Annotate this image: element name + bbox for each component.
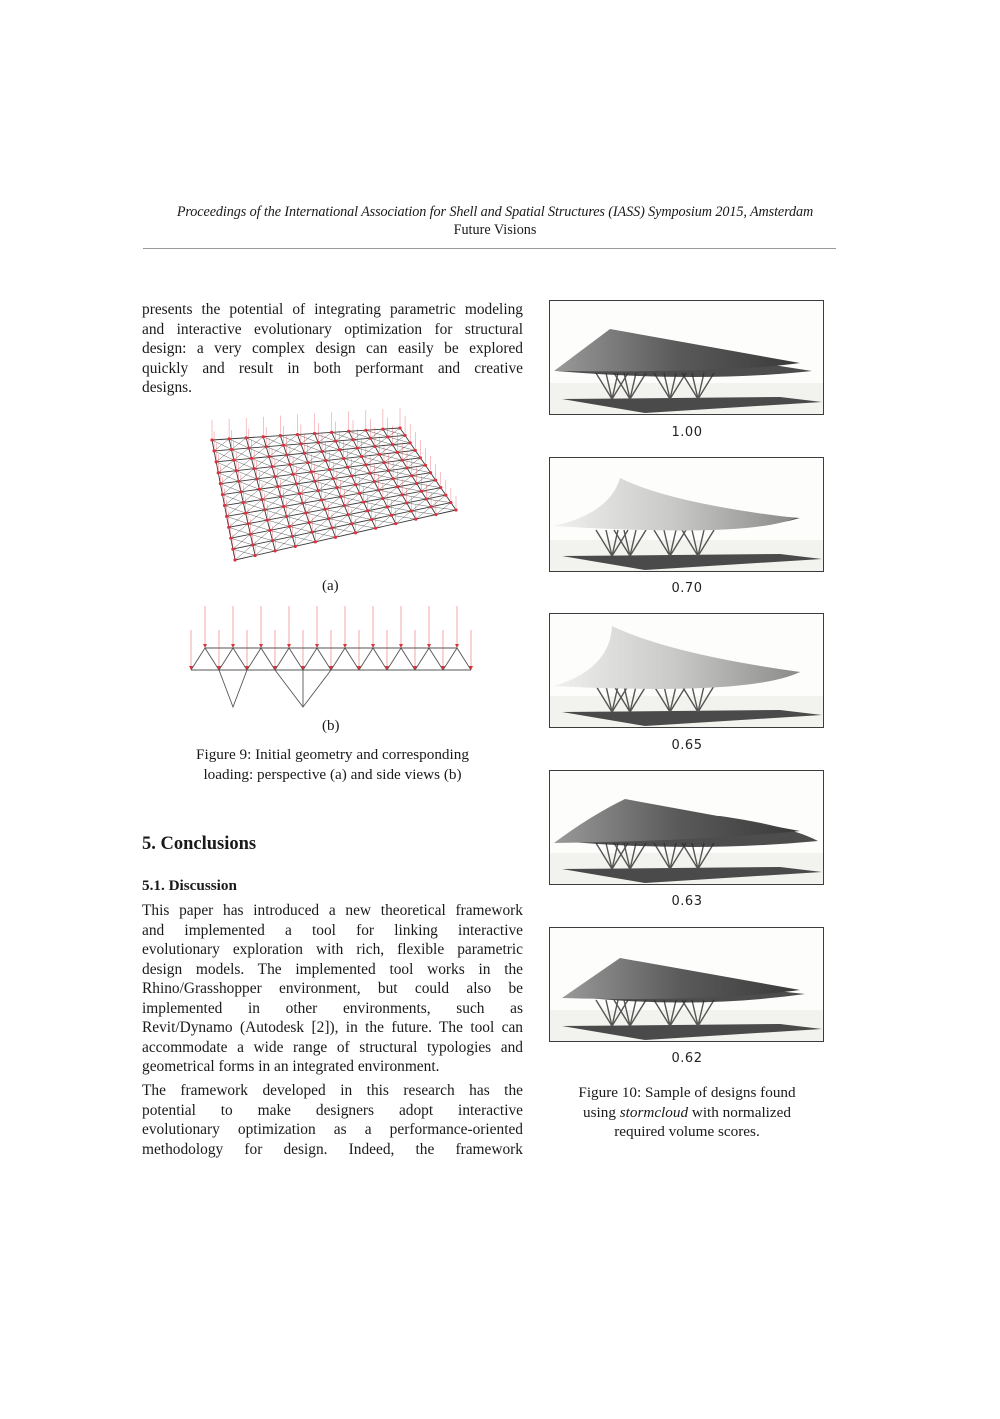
text-line: methodology for design. Indeed, the framework	[142, 1140, 523, 1158]
load-node	[253, 554, 256, 557]
load-node	[250, 457, 253, 460]
load-node	[227, 526, 230, 529]
load-node	[370, 518, 373, 521]
load-node	[320, 450, 323, 453]
load-arrowhead	[343, 644, 347, 648]
load-node	[291, 473, 294, 476]
load-node	[429, 505, 432, 508]
figure9-caption	[142, 745, 523, 784]
load-node	[324, 459, 327, 462]
load-node	[381, 497, 384, 500]
intro-paragraph	[142, 300, 523, 398]
text-line: evolutionary optimization as a performance-oriented	[142, 1121, 523, 1138]
truss-member	[216, 443, 410, 462]
load-node	[245, 436, 248, 439]
text-line: quickly and result in both performant and creative	[142, 359, 523, 377]
load-node	[288, 463, 291, 466]
load-node	[410, 509, 413, 512]
truss-diagonal	[269, 445, 283, 456]
load-node	[373, 480, 376, 483]
canopy-render	[550, 301, 823, 414]
truss-member	[280, 436, 315, 542]
load-node	[398, 426, 401, 429]
load-node	[246, 522, 249, 525]
load-node	[274, 549, 277, 552]
subsection-heading: 5.1. Discussion	[142, 877, 237, 894]
load-node	[346, 466, 349, 469]
text-line: geometrical forms in an integrated environment.	[142, 1058, 440, 1075]
load-node	[346, 513, 349, 516]
load-node	[227, 437, 230, 440]
header-subtitle: Future Visions	[453, 222, 537, 238]
load-node	[405, 501, 408, 504]
load-node	[215, 460, 218, 463]
truss-member	[212, 440, 235, 560]
load-node	[356, 446, 359, 449]
load-node	[249, 533, 252, 536]
truss-web	[247, 648, 275, 670]
load-node	[401, 459, 404, 462]
load-node	[235, 469, 238, 472]
load-node	[294, 545, 297, 548]
load-node	[268, 529, 271, 532]
load-node	[366, 509, 369, 512]
load-node	[449, 501, 452, 504]
truss-member	[231, 495, 446, 538]
design-score: 0.70	[671, 581, 703, 596]
truss-diagonal	[370, 429, 383, 438]
load-node	[262, 435, 265, 438]
load-node	[221, 493, 224, 496]
load-node	[233, 558, 236, 561]
tool-name: stormcloud	[619, 1103, 689, 1121]
load-node	[313, 432, 316, 435]
load-node	[267, 455, 270, 458]
load-node	[334, 536, 337, 539]
caption-line: Figure 10: Sample of designs found	[578, 1084, 796, 1101]
truss-diagonal	[287, 444, 301, 455]
load-node	[444, 493, 447, 496]
load-node	[439, 486, 442, 489]
truss-web	[219, 648, 247, 670]
caption-text: using	[583, 1103, 620, 1121]
load-node	[401, 493, 404, 496]
load-node	[282, 505, 285, 508]
load-node	[231, 547, 234, 550]
load-node	[263, 508, 266, 511]
load-node	[255, 477, 258, 480]
discussion-paragraph-1	[142, 901, 523, 1077]
load-node	[347, 430, 350, 433]
load-node	[396, 451, 399, 454]
running-header	[140, 204, 850, 239]
load-node	[351, 438, 354, 441]
support-column	[219, 670, 247, 707]
load-node	[223, 504, 226, 507]
canopy-surface	[554, 626, 800, 689]
load-node	[405, 466, 408, 469]
truss-web	[331, 648, 359, 670]
load-node	[282, 444, 285, 447]
design-render-panel	[549, 613, 824, 728]
section-heading: 5. Conclusions	[142, 834, 257, 854]
load-node	[266, 518, 269, 521]
truss-diagonal	[318, 432, 331, 442]
load-node	[232, 458, 235, 461]
load-node	[362, 500, 365, 503]
caption-text: with normalized	[688, 1103, 791, 1121]
load-node	[314, 540, 317, 543]
canopy-surface	[554, 329, 800, 371]
truss-web	[191, 648, 219, 670]
load-arrowhead	[259, 644, 263, 648]
load-node	[260, 498, 263, 501]
text-line: potential to make designers adopt interactive	[142, 1101, 523, 1119]
design-render-panel	[549, 457, 824, 572]
discussion-paragraph-2	[142, 1081, 523, 1159]
load-node	[303, 452, 306, 455]
truss-diagonal	[251, 447, 266, 459]
load-node	[454, 508, 457, 511]
load-node	[391, 477, 394, 480]
load-node	[311, 531, 314, 534]
load-node	[364, 463, 367, 466]
load-node	[298, 492, 301, 495]
load-node	[330, 431, 333, 434]
load-node	[304, 511, 307, 514]
truss-web	[303, 648, 331, 670]
header-title: Proceedings of the International Association for Shell and Spatial Structures (IASS) Symposium 2015, Amsterdam	[176, 204, 814, 220]
load-arrowhead	[287, 644, 291, 648]
canopy-render	[550, 458, 823, 571]
load-node	[414, 449, 417, 452]
truss-diagonal	[388, 428, 400, 437]
load-arrowhead	[399, 644, 403, 648]
load-node	[276, 485, 279, 488]
load-arrowhead	[427, 644, 431, 648]
truss-web	[415, 648, 443, 670]
load-node	[332, 477, 335, 480]
load-node	[386, 505, 389, 508]
load-node	[225, 515, 228, 518]
load-node	[350, 522, 353, 525]
load-node	[403, 434, 406, 437]
truss-diagonal	[336, 431, 349, 441]
side-truss	[189, 606, 473, 707]
design-score: 0.65	[671, 738, 703, 753]
load-node	[210, 438, 213, 441]
load-node	[310, 470, 313, 473]
load-node	[330, 526, 333, 529]
load-node	[420, 490, 423, 493]
load-node	[360, 455, 363, 458]
header-rule	[143, 248, 836, 249]
load-node	[369, 437, 372, 440]
load-node	[354, 483, 357, 486]
truss-member	[235, 510, 456, 560]
load-node	[434, 513, 437, 516]
load-node	[387, 469, 390, 472]
truss-web	[359, 648, 387, 670]
load-node	[299, 442, 302, 445]
truss-grid	[210, 408, 457, 562]
load-node	[374, 527, 377, 530]
caption-line: required volume scores.	[614, 1123, 760, 1140]
load-node	[258, 488, 261, 491]
design-render-panel	[549, 927, 824, 1042]
load-node	[317, 489, 320, 492]
text-line: accommodate a wide range of structural typologies and	[142, 1038, 523, 1056]
load-node	[415, 482, 418, 485]
truss-diagonal	[249, 437, 263, 448]
load-node	[307, 521, 310, 524]
truss-diagonal	[353, 430, 366, 439]
truss-diagonal	[266, 436, 280, 447]
load-node	[271, 539, 274, 542]
load-node	[386, 435, 389, 438]
load-node	[288, 525, 291, 528]
canopy-render	[550, 928, 823, 1041]
text-line: designs.	[142, 379, 193, 396]
truss-web	[443, 648, 471, 670]
load-node	[378, 453, 381, 456]
load-node	[301, 502, 304, 505]
load-node	[285, 453, 288, 456]
canopy-render	[550, 614, 823, 727]
load-node	[358, 492, 361, 495]
design-render-panel	[549, 770, 824, 885]
load-node	[313, 480, 316, 483]
load-node	[229, 537, 232, 540]
load-node	[217, 471, 220, 474]
load-node	[382, 461, 385, 464]
load-node	[342, 457, 345, 460]
load-node	[390, 514, 393, 517]
canopy-surface	[562, 958, 800, 999]
load-node	[291, 535, 294, 538]
load-node	[296, 433, 299, 436]
truss-diagonal	[284, 435, 298, 446]
text-line: and implemented a tool for linking interactive	[142, 921, 523, 939]
load-node	[320, 498, 323, 501]
load-arrowhead	[203, 644, 207, 648]
load-node	[247, 446, 250, 449]
load-node	[419, 456, 422, 459]
truss-member	[225, 473, 431, 506]
load-node	[265, 445, 268, 448]
load-node	[279, 495, 282, 498]
load-node	[252, 467, 255, 470]
load-node	[237, 480, 240, 483]
load-node	[434, 479, 437, 482]
load-node	[251, 543, 254, 546]
design-score: 0.62	[671, 1051, 703, 1066]
design-score: 1.00	[671, 425, 703, 440]
design-score: 0.63	[671, 894, 703, 909]
caption-line: loading: perspective (a) and side views (b)	[203, 765, 462, 783]
canopy-surface	[554, 478, 795, 531]
load-node	[338, 448, 341, 451]
load-node	[270, 465, 273, 468]
load-node	[306, 461, 309, 464]
truss-web	[275, 648, 303, 670]
load-node	[244, 511, 247, 514]
design-render-panel	[549, 300, 824, 415]
text-line: Revit/Dynamo (Autodesk [2]), in the future. The tool can	[142, 1019, 523, 1036]
load-node	[391, 443, 394, 446]
truss-diagonal	[304, 442, 318, 453]
load-node	[328, 468, 331, 471]
load-node	[354, 531, 357, 534]
text-line: design models. The implemented tool works in the	[142, 960, 523, 978]
load-node	[373, 445, 376, 448]
text-line: Rhino/Grasshopper environment, but could also be	[142, 980, 523, 997]
load-node	[414, 517, 417, 520]
load-node	[334, 439, 337, 442]
text-line: and interactive evolutionary optimization for structural	[142, 320, 523, 338]
load-node	[219, 482, 222, 485]
load-node	[242, 501, 245, 504]
load-node	[409, 441, 412, 444]
load-node	[368, 472, 371, 475]
load-node	[239, 490, 242, 493]
figure9b-label: (b)	[322, 718, 340, 734]
load-node	[230, 448, 233, 451]
load-node	[394, 522, 397, 525]
figure9a-perspective-truss	[200, 400, 470, 570]
load-node	[410, 474, 413, 477]
text-line: implemented in other environments, such as	[142, 999, 523, 1017]
load-arrowhead	[315, 644, 319, 648]
load-node	[343, 504, 346, 507]
load-node	[339, 495, 342, 498]
load-node	[279, 434, 282, 437]
load-node	[335, 486, 338, 489]
truss-web	[387, 648, 415, 670]
load-node	[285, 515, 288, 518]
text-line: design: a very complex design can easily be explored	[142, 340, 523, 357]
text-line: evolutionary exploration with rich, flexible parametric	[142, 941, 523, 958]
figure9b-side-view-truss	[180, 598, 480, 716]
canopy-render	[550, 771, 823, 884]
load-node	[429, 471, 432, 474]
text-line: The framework developed in this research has the	[142, 1082, 523, 1099]
load-node	[377, 488, 380, 491]
load-node	[317, 441, 320, 444]
load-node	[425, 497, 428, 500]
text-line: This paper has introduced a new theoretical framework	[142, 902, 523, 919]
load-arrowhead	[231, 644, 235, 648]
caption-line: Figure 9: Initial geometry and corresponding	[196, 746, 469, 763]
load-node	[364, 429, 367, 432]
figure10-caption	[549, 1083, 825, 1142]
load-node	[212, 449, 215, 452]
load-node	[295, 482, 298, 485]
truss-diagonal	[301, 433, 315, 443]
caption-line	[549, 1103, 825, 1123]
text-line: presents the potential of integrating parametric modeling	[142, 301, 523, 318]
load-node	[396, 485, 399, 488]
load-arrowhead	[371, 644, 375, 648]
load-node	[323, 508, 326, 511]
load-node	[424, 464, 427, 467]
figure9a-label: (a)	[322, 578, 339, 594]
load-arrowhead	[455, 644, 459, 648]
load-node	[381, 427, 384, 430]
load-node	[350, 474, 353, 477]
load-node	[273, 475, 276, 478]
load-node	[327, 517, 330, 520]
